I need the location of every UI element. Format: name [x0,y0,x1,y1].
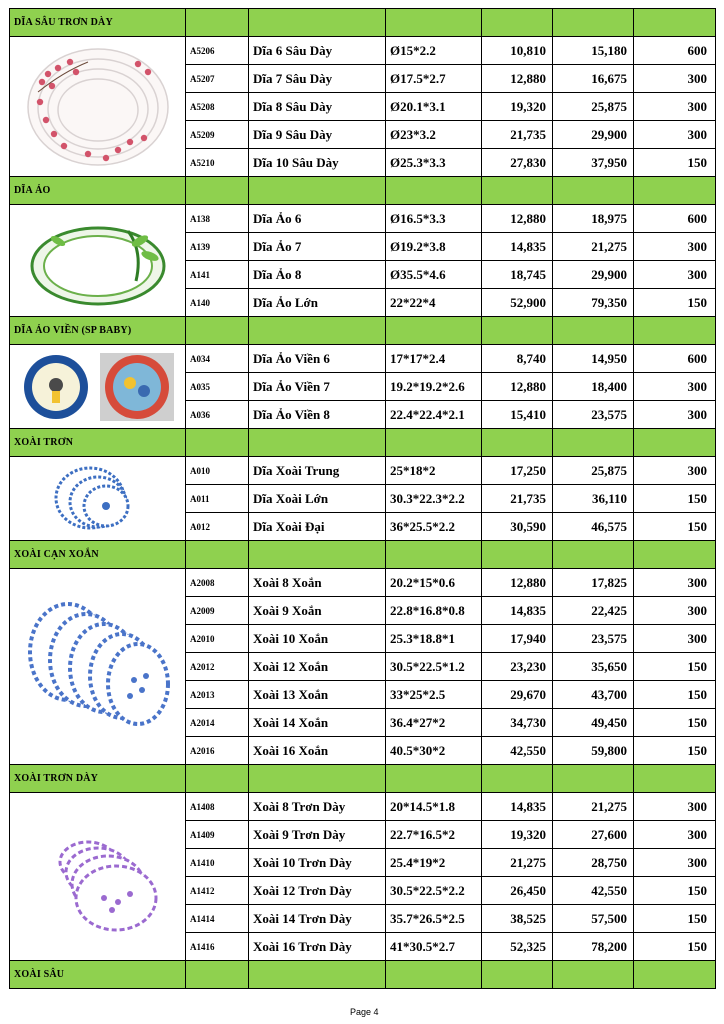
product-name: Xoài 8 Xoắn [249,569,386,597]
wholesale-price: 21,735 [482,121,553,149]
retail-price: 18,400 [553,373,634,401]
wholesale-price: 14,835 [482,597,553,625]
header-blank-cell [634,541,716,569]
section-title: XOÀI CẠN XOẮN [10,541,186,569]
product-name: Dĩa Ảo Viền 8 [249,401,386,429]
pack-quantity: 150 [634,681,716,709]
product-name: Xoài 13 Xoắn [249,681,386,709]
product-row [10,345,716,373]
product-size: 22.8*16.8*0.8 [386,597,482,625]
header-blank-cell [249,9,386,37]
product-code: A140 [186,289,249,317]
retail-price: 25,875 [553,93,634,121]
retail-price: 25,875 [553,457,634,485]
retail-price: 46,575 [553,513,634,541]
product-size: 33*25*2.5 [386,681,482,709]
section-title: XOÀI TRƠN [10,429,186,457]
header-blank-cell [386,961,482,989]
pack-quantity: 300 [634,65,716,93]
product-code: A141 [186,261,249,289]
product-image [10,37,186,177]
header-blank-cell [186,317,249,345]
product-code: A5210 [186,149,249,177]
pack-quantity: 300 [634,261,716,289]
section-header-row [10,541,716,569]
product-size: 22.4*22.4*2.1 [386,401,482,429]
product-row [10,37,716,65]
header-blank-cell [482,765,553,793]
pack-quantity: 300 [634,569,716,597]
product-size: 19.2*19.2*2.6 [386,373,482,401]
wholesale-price: 26,450 [482,877,553,905]
header-blank-cell [553,9,634,37]
wholesale-price: 12,880 [482,65,553,93]
product-code: A5209 [186,121,249,149]
header-blank-cell [386,541,482,569]
wholesale-price: 12,880 [482,569,553,597]
retail-price: 29,900 [553,261,634,289]
product-code: A2009 [186,597,249,625]
product-size: 25.4*19*2 [386,849,482,877]
header-blank-cell [634,9,716,37]
product-name: Dĩa Xoài Đại [249,513,386,541]
pack-quantity: 300 [634,457,716,485]
product-name: Xoài 10 Trơn Dày [249,849,386,877]
product-image [10,793,186,961]
retail-price: 23,575 [553,401,634,429]
retail-price: 43,700 [553,681,634,709]
wholesale-price: 29,670 [482,681,553,709]
header-blank-cell [634,177,716,205]
wholesale-price: 34,730 [482,709,553,737]
wholesale-price: 52,325 [482,933,553,961]
product-code: A035 [186,373,249,401]
wholesale-price: 42,550 [482,737,553,765]
section-title: XOÀI TRƠN DÀY [10,765,186,793]
product-code: A138 [186,205,249,233]
product-code: A010 [186,457,249,485]
section-header-row [10,961,716,989]
retail-price: 28,750 [553,849,634,877]
product-size: 36.4*27*2 [386,709,482,737]
header-blank-cell [386,765,482,793]
product-code: A139 [186,233,249,261]
product-size: 20*14.5*1.8 [386,793,482,821]
product-size: 22.7*16.5*2 [386,821,482,849]
product-image [10,345,186,429]
header-blank-cell [553,177,634,205]
retail-price: 59,800 [553,737,634,765]
product-size: 35.7*26.5*2.5 [386,905,482,933]
header-blank-cell [186,541,249,569]
product-row [10,793,716,821]
wholesale-price: 12,880 [482,205,553,233]
product-code: A1409 [186,821,249,849]
product-name: Dĩa 6 Sâu Dày [249,37,386,65]
product-image [10,569,186,765]
section-title: XOÀI SÂU [10,961,186,989]
product-size: Ø16.5*3.3 [386,205,482,233]
header-blank-cell [186,961,249,989]
product-size: 30.5*22.5*1.2 [386,653,482,681]
retail-price: 49,450 [553,709,634,737]
retail-price: 57,500 [553,905,634,933]
product-code: A036 [186,401,249,429]
header-blank-cell [553,317,634,345]
product-image [10,205,186,317]
pack-quantity: 150 [634,905,716,933]
wholesale-price: 19,320 [482,93,553,121]
product-code: A5208 [186,93,249,121]
product-name: Xoài 14 Xoắn [249,709,386,737]
wholesale-price: 23,230 [482,653,553,681]
header-blank-cell [386,9,482,37]
section-title: DĨA SÂU TRƠN DÀY [10,9,186,37]
product-size: Ø19.2*3.8 [386,233,482,261]
product-code: A2016 [186,737,249,765]
wholesale-price: 17,250 [482,457,553,485]
retail-price: 27,600 [553,821,634,849]
product-row [10,205,716,233]
header-blank-cell [553,541,634,569]
product-code: A2013 [186,681,249,709]
header-blank-cell [249,429,386,457]
product-name: Xoài 9 Xoắn [249,597,386,625]
wholesale-price: 14,835 [482,233,553,261]
retail-price: 21,275 [553,233,634,261]
header-blank-cell [553,765,634,793]
product-size: 17*17*2.4 [386,345,482,373]
product-size: 30.3*22.3*2.2 [386,485,482,513]
section-header-row [10,317,716,345]
product-row [10,569,716,597]
product-image [10,457,186,541]
wholesale-price: 38,525 [482,905,553,933]
product-code: A012 [186,513,249,541]
wholesale-price: 10,810 [482,37,553,65]
product-code: A2008 [186,569,249,597]
product-size: Ø25.3*3.3 [386,149,482,177]
header-blank-cell [186,177,249,205]
section-header-row [10,177,716,205]
product-name: Xoài 8 Trơn Dày [249,793,386,821]
wholesale-price: 52,900 [482,289,553,317]
wholesale-price: 17,940 [482,625,553,653]
pack-quantity: 300 [634,401,716,429]
product-size: 25*18*2 [386,457,482,485]
header-blank-cell [386,317,482,345]
product-name: Dĩa Xoài Trung [249,457,386,485]
pack-quantity: 300 [634,849,716,877]
product-size: Ø17.5*2.7 [386,65,482,93]
pack-quantity: 300 [634,373,716,401]
header-blank-cell [553,429,634,457]
product-name: Dĩa Ảo 8 [249,261,386,289]
product-size: 30.5*22.5*2.2 [386,877,482,905]
page-number: Page 4 [350,1007,379,1017]
header-blank-cell [186,9,249,37]
pack-quantity: 150 [634,513,716,541]
retail-price: 15,180 [553,37,634,65]
product-size: 20.2*15*0.6 [386,569,482,597]
header-blank-cell [249,765,386,793]
retail-price: 21,275 [553,793,634,821]
header-blank-cell [249,177,386,205]
pack-quantity: 150 [634,149,716,177]
product-name: Dĩa Ảo 7 [249,233,386,261]
header-blank-cell [386,177,482,205]
section-header-row [10,765,716,793]
header-blank-cell [249,317,386,345]
product-name: Dĩa Ảo 6 [249,205,386,233]
pack-quantity: 300 [634,597,716,625]
product-name: Dĩa Xoài Lớn [249,485,386,513]
wholesale-price: 30,590 [482,513,553,541]
header-blank-cell [553,961,634,989]
product-name: Dĩa Ảo Lớn [249,289,386,317]
retail-price: 42,550 [553,877,634,905]
product-code: A2014 [186,709,249,737]
price-table [9,8,716,989]
wholesale-price: 21,275 [482,849,553,877]
pack-quantity: 150 [634,933,716,961]
retail-price: 37,950 [553,149,634,177]
header-blank-cell [386,429,482,457]
pack-quantity: 150 [634,709,716,737]
pack-quantity: 600 [634,37,716,65]
pack-quantity: 600 [634,205,716,233]
product-name: Xoài 14 Trơn Dày [249,905,386,933]
retail-price: 35,650 [553,653,634,681]
retail-price: 17,825 [553,569,634,597]
pack-quantity: 300 [634,793,716,821]
retail-price: 22,425 [553,597,634,625]
product-size: Ø15*2.2 [386,37,482,65]
section-title: DĨA ẢO VIỀN (SP BABY) [10,317,186,345]
wholesale-price: 21,735 [482,485,553,513]
retail-price: 29,900 [553,121,634,149]
header-blank-cell [186,429,249,457]
pack-quantity: 300 [634,625,716,653]
product-code: A2012 [186,653,249,681]
product-name: Xoài 16 Trơn Dày [249,933,386,961]
product-code: A2010 [186,625,249,653]
pack-quantity: 150 [634,289,716,317]
wholesale-price: 19,320 [482,821,553,849]
retail-price: 18,975 [553,205,634,233]
header-blank-cell [634,765,716,793]
product-code: A1410 [186,849,249,877]
wholesale-price: 15,410 [482,401,553,429]
product-row [10,457,716,485]
pack-quantity: 150 [634,737,716,765]
pack-quantity: 150 [634,653,716,681]
header-blank-cell [482,317,553,345]
header-blank-cell [482,9,553,37]
product-code: A1412 [186,877,249,905]
wholesale-price: 27,830 [482,149,553,177]
retail-price: 36,110 [553,485,634,513]
pack-quantity: 150 [634,877,716,905]
section-title: DĨA ẢO [10,177,186,205]
product-code: A034 [186,345,249,373]
product-name: Xoài 10 Xoắn [249,625,386,653]
header-blank-cell [249,961,386,989]
header-blank-cell [482,541,553,569]
product-size: 40.5*30*2 [386,737,482,765]
product-name: Dĩa 9 Sâu Dày [249,121,386,149]
wholesale-price: 18,745 [482,261,553,289]
pack-quantity: 300 [634,821,716,849]
product-size: 25.3*18.8*1 [386,625,482,653]
product-code: A1416 [186,933,249,961]
product-name: Xoài 12 Trơn Dày [249,877,386,905]
product-size: Ø20.1*3.1 [386,93,482,121]
retail-price: 16,675 [553,65,634,93]
section-header-row [10,429,716,457]
wholesale-price: 8,740 [482,345,553,373]
pack-quantity: 300 [634,121,716,149]
product-name: Dĩa 10 Sâu Dày [249,149,386,177]
pack-quantity: 300 [634,233,716,261]
product-size: 22*22*4 [386,289,482,317]
header-blank-cell [482,961,553,989]
product-name: Dĩa Ảo Viền 7 [249,373,386,401]
product-code: A5206 [186,37,249,65]
header-blank-cell [186,765,249,793]
product-size: 36*25.5*2.2 [386,513,482,541]
retail-price: 78,200 [553,933,634,961]
pack-quantity: 600 [634,345,716,373]
header-blank-cell [634,429,716,457]
wholesale-price: 14,835 [482,793,553,821]
header-blank-cell [634,317,716,345]
product-size: Ø23*3.2 [386,121,482,149]
product-name: Dĩa 7 Sâu Dày [249,65,386,93]
product-code: A1408 [186,793,249,821]
product-name: Xoài 9 Trơn Dày [249,821,386,849]
product-code: A011 [186,485,249,513]
product-name: Xoài 16 Xoắn [249,737,386,765]
product-size: Ø35.5*4.6 [386,261,482,289]
product-code: A5207 [186,65,249,93]
pack-quantity: 300 [634,93,716,121]
product-name: Dĩa 8 Sâu Dày [249,93,386,121]
retail-price: 23,575 [553,625,634,653]
product-code: A1414 [186,905,249,933]
retail-price: 79,350 [553,289,634,317]
header-blank-cell [634,961,716,989]
pack-quantity: 150 [634,485,716,513]
product-size: 41*30.5*2.7 [386,933,482,961]
wholesale-price: 12,880 [482,373,553,401]
section-header-row [10,9,716,37]
retail-price: 14,950 [553,345,634,373]
header-blank-cell [482,177,553,205]
header-blank-cell [249,541,386,569]
product-name: Dĩa Ảo Viền 6 [249,345,386,373]
product-name: Xoài 12 Xoắn [249,653,386,681]
header-blank-cell [482,429,553,457]
